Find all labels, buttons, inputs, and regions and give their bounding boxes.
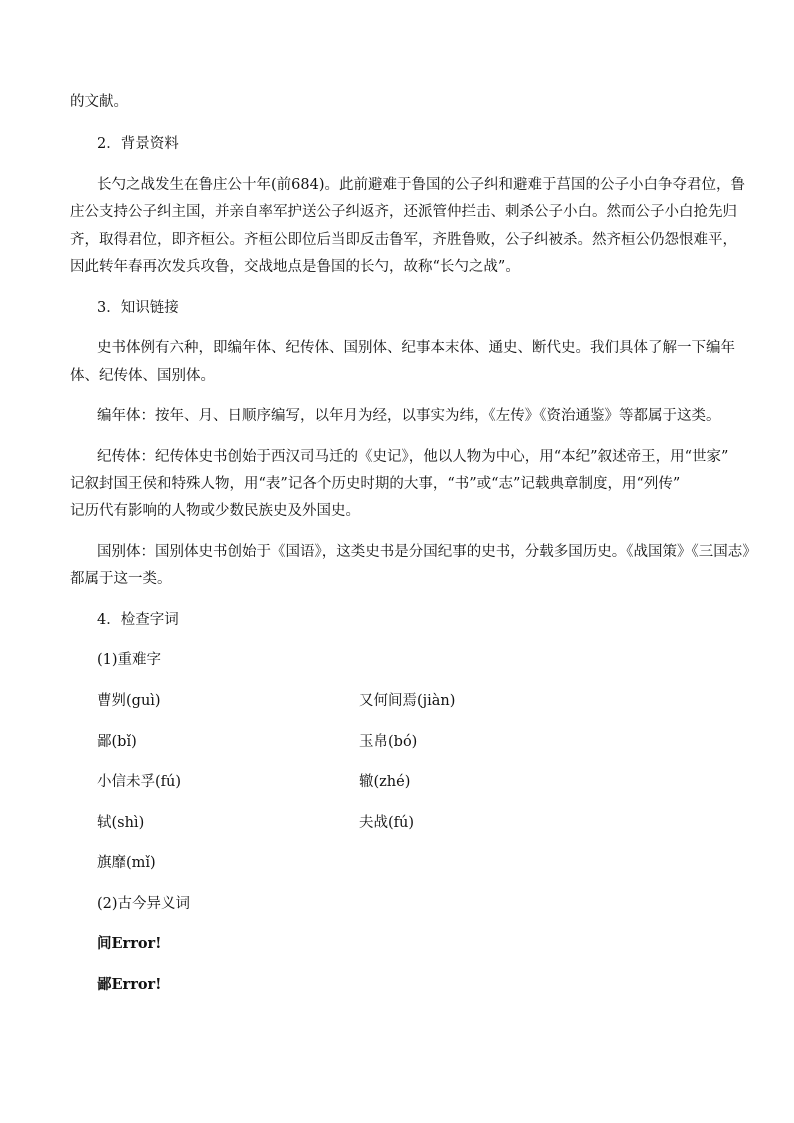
text-line: 体、纪传体、国别体。 (70, 368, 215, 384)
text-line: 纪传体：纪传体史书创始于西汉司马迁的《史记》，他以人物为中心，用“本纪”叙述帝王，用“世家” (97, 449, 729, 465)
word-item: 曹刿(guì) (97, 693, 161, 709)
section-heading: 4．检查字词 (97, 612, 179, 628)
word-item: 鄙(bǐ) (97, 734, 137, 750)
word-item: 小信未孚(fú) (97, 774, 182, 790)
word-item: 夫战(fú) (359, 815, 415, 831)
text-line: 史书体例有六种，即编年体、纪传体、国别体、纪事本末体、通史、断代史。我们具体了解一下编年 (97, 340, 735, 356)
text-line: 因此转年春再次发兵攻鲁，交战地点是鲁国的长勺，故称“长勺之战”。 (70, 259, 520, 275)
text-line: 编年体：按年、月、日顺序编写，以年月为经，以事实为纬，《左传》《资治通鉴》等都属于这类。 (97, 408, 721, 424)
subsection-heading: (1)重难字 (97, 652, 162, 668)
section-heading: 3．知识链接 (97, 300, 179, 316)
text-line: 庄公支持公子纠主国，并亲自率军护送公子纠返齐，还派管仲拦击、刺杀公子小白。然而公子小白抢先归 (70, 204, 737, 220)
word-item: 轼(shì) (97, 815, 145, 831)
text-line: 国别体：国别体史书创始于《国语》，这类史书是分国纪事的史书，分载多国历史。《战国策》《三国志》 (97, 544, 757, 560)
word-item: 玉帛(bó) (359, 734, 418, 750)
text-line: 长勺之战发生在鲁庄公十年(前684)。此前避难于鲁国的公子纠和避难于莒国的公子小白争夺君位，鲁 (97, 177, 745, 193)
subsection-heading: (2)古今异义词 (97, 896, 191, 912)
word-item: 辙(zhé) (359, 774, 411, 790)
error-text: 鄙Error! (97, 976, 162, 993)
text-line: 的文献。 (70, 94, 128, 110)
text-line: 齐，取得君位，即齐桓公。齐桓公即位后当即反击鲁军，齐胜鲁败，公子纠被杀。然齐桓公仍怨恨难平， (70, 232, 737, 248)
text-line: 记历代有影响的人物或少数民族史及外国史。 (70, 503, 360, 519)
section-heading: 2．背景资料 (97, 136, 179, 152)
error-text: 间Error! (97, 935, 162, 952)
word-item: 又何间焉(jiàn) (359, 693, 456, 709)
word-item: 旗靡(mǐ) (97, 855, 156, 871)
text-line: 都属于这一类。 (70, 571, 172, 587)
text-line: 记叙封国王侯和特殊人物，用“表”记各个历史时期的大事，“书”或“志”记载典章制度，用“列传” (70, 476, 681, 492)
